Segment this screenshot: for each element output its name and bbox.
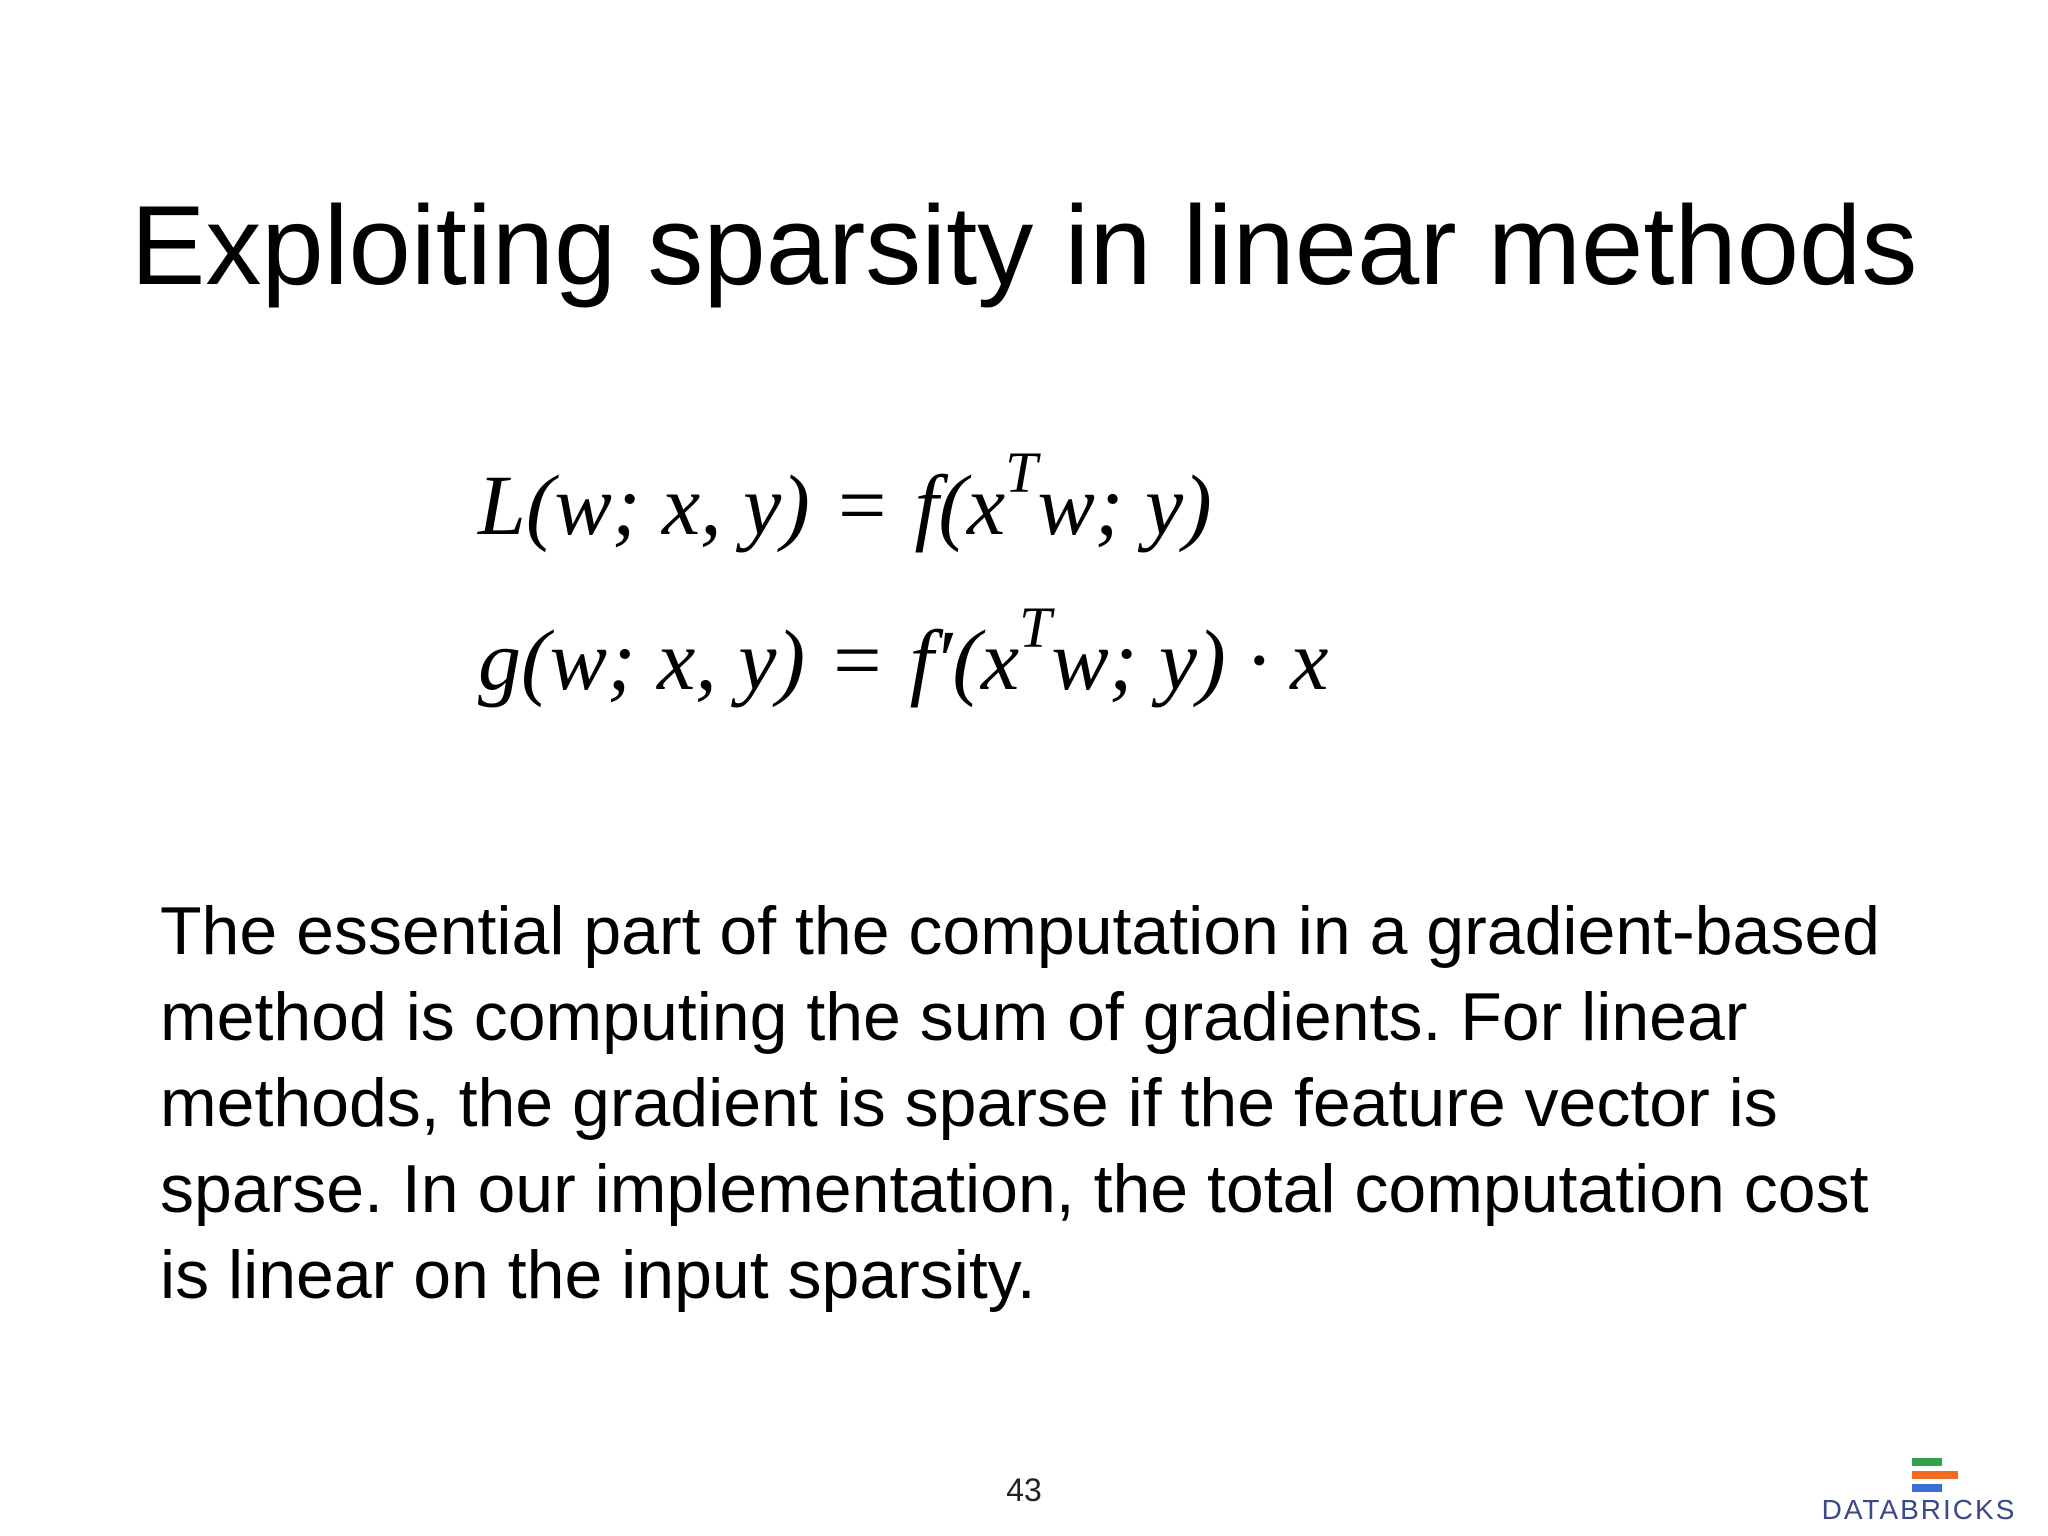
equation-gradient-rhs xyxy=(909,595,1329,708)
equation-loss-rhs-sup: T xyxy=(1005,440,1038,506)
equation-gradient xyxy=(478,595,1329,717)
equation-loss-rhs-prefix: f(x xyxy=(914,457,1006,553)
equation-loss-rel: = xyxy=(837,457,887,553)
equation-gradient-rhs-suffix: w; y) · x xyxy=(1051,612,1329,708)
logo-bar-orange xyxy=(1912,1471,1958,1479)
equations xyxy=(478,440,1329,717)
databricks-logo-text: DATABRICKS xyxy=(1821,1494,2017,1525)
equation-loss-rhs-suffix: w; y) xyxy=(1037,457,1212,553)
equation-gradient-rhs-prefix: f′(x xyxy=(909,612,1020,708)
equation-gradient-rel: = xyxy=(833,612,882,708)
databricks-logo-icon xyxy=(1912,1458,1958,1494)
databricks-logo xyxy=(1812,1458,2026,1525)
equation-loss-rhs xyxy=(914,440,1212,553)
slide-title: Exploiting sparsity in linear methods xyxy=(130,183,1918,308)
logo-bar-blue xyxy=(1912,1484,1942,1492)
page-number: 43 xyxy=(1006,1472,1042,1508)
equation-gradient-lhs: g(w; x, y) xyxy=(478,612,806,708)
equation-loss xyxy=(478,440,1328,562)
equation-loss-lhs: L(w; x, y) xyxy=(478,457,810,553)
slide-body-text: The essential part of the computation in a gradient-based method is computing the sum of gradients. For linear methods, the gradient is sparse if the feature vector is sparse. In our implementation, the total computation cost is linear on the input sparsity. xyxy=(160,893,1880,1313)
equation-gradient-rhs-sup: T xyxy=(1019,595,1052,661)
logo-bar-green xyxy=(1912,1458,1942,1466)
